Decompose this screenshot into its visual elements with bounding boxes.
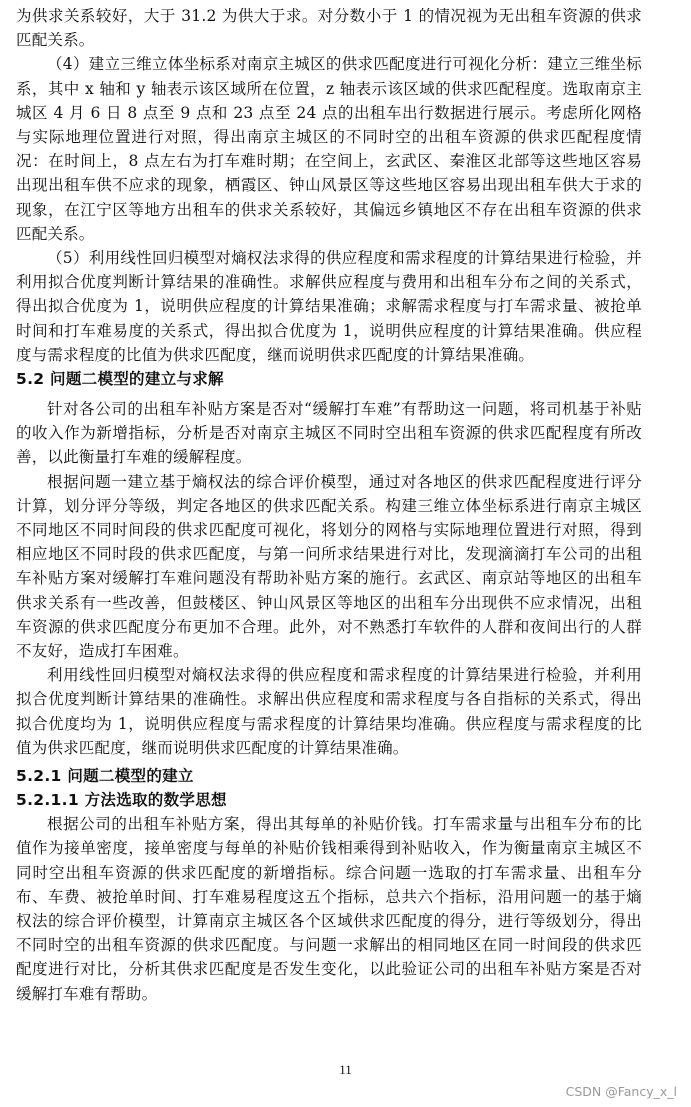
paragraph-entropy-model: 根据问题一建立基于熵权法的综合评价模型，通过对各地区的供求匹配程度进行评分计算，划分评分等级，判定各地区的供求匹配关系。构建三维立体坐标系进行南京主城区不同地区不同时间段的供求匹配度可视化，将划分的网格与实际地理位置进行对照，得到相应地区不同时段的供求匹配度，与第一问所求结果进行对比，发现滴滴打车公司的出租车补贴方案对缓解打车难问题没有帮助补贴方案的施行。玄武区、南京站等地区的出租车供求关系有一些改善，但鼓楼区、钟山风景区等地区的出租车分出现供不应求情况，出租车资源的供求匹配度分布更加不合理。此外，对不熟悉打车软件的人群和夜间出行的人群不友好，造成打车困难。 — [16, 472, 642, 661]
paragraph-supply-demand-thresholds: 为供求关系较好，大于 31.2 为供大于求。对分数小于 1 的情况视为无出租车资源的供求匹配关系。 — [16, 7, 642, 50]
section-heading-5-2-1-1: 5.2.1.1 方法选取的数学思想 — [16, 791, 227, 810]
paragraph-regression-verify: 利用线性回归模型对熵权法求得的供应程度和需求程度的计算结果进行检验，并利用拟合优度判断计算结果的准确性。求解出供应程度和需求程度与各自指标的关系式，得出拟合优度均为 1，说明供应程度与需求程度的计算结果均准确。供应程度与需求程度的比值为供求匹配度，继而说明供求匹配度的计算结果准确。 — [16, 666, 642, 757]
document-body — [16, 4, 642, 1006]
section-heading-5-2: 5.2 问题二模型的建立与求解 — [16, 370, 224, 389]
paragraph-method-idea: 根据公司的出租车补贴方案，得出其每单的补贴价钱。打车需求量与出租车分布的比值作为接单密度，接单密度与每单的补贴价钱相乘得到补贴收入，作为衡量南京主城区不同时空出租车资源的供求匹配度的新增指标。综合问题一选取的打车需求量、出租车分布、车费、被抢单时间、打车难易程度这五个指标，总共六个指标，沿用问题一的基于熵权法的综合评价模型，计算南京主城区各个区域供求匹配度的得分，进行等级划分，得出不同时空的出租车资源的供求匹配度。与问题一求解出的相同地区在同一时间段的供求匹配度进行对比，分析其供求匹配度是否发生变化，以此验证公司的出租车补贴方案是否对缓解打车难有帮助。 — [16, 815, 642, 1003]
paragraph-regression-check: （5）利用线性回归模型对熵权法求得的供应程度和需求程度的计算结果进行检验，并利用拟合优度判断计算结果的准确性。求解供应程度与费用和出租车分布之间的关系式，得出拟合优度为 1，说明供应程度的计算结果准确；求解需求程度与打车需求量、被抢单时间和打车难易度的关系式，得出拟合优度为 1，说明供应程度的计算结果准确。供应程度与需求程度的比值为供求匹配度，继而说明供求匹配度的计算结果准确。 — [16, 249, 642, 364]
section-heading-5-2-1: 5.2.1 问题二模型的建立 — [16, 767, 194, 786]
page-number: 11 — [339, 1062, 352, 1077]
watermark: CSDN @Fancy_x_l — [565, 1084, 677, 1099]
paragraph-subsidy-question: 针对各公司的出租车补贴方案是否对“缓解打车难”有帮助这一问题，将司机基于补贴的收入作为新增指标，分析是否对南京主城区不同时空出租车资源的供求匹配程度有所改善，以此衡量打车难的缓解程度。 — [16, 400, 642, 467]
paragraph-3d-visualization: （4）建立三维立体坐标系对南京主城区的供求匹配度进行可视化分析：建立三维坐标系，其中 x 轴和 y 轴表示该区域所在位置，z 轴表示该区域的供求匹配程度。选取南京主城区 4 月 6 日 8 点至 9 点和 23 点至 24 点的出租车出行数据进行展示。考虑所化网格与实际地理位置进行对照，得出南京主城区的不同时空的出租车资源的供求匹配程度情况：在时间上，8 点左右为打车难时期；在空间上，玄武区、秦淮区北部等这些地区容易出现出租车供不应求的现象，栖霞区、钟山风景区等这些地区容易出现出租车供大于求的现象，在江宁区等地方出租车的供求关系较好，其偏远乡镇地区不存在出租车资源的供求匹配关系。 — [16, 55, 642, 243]
